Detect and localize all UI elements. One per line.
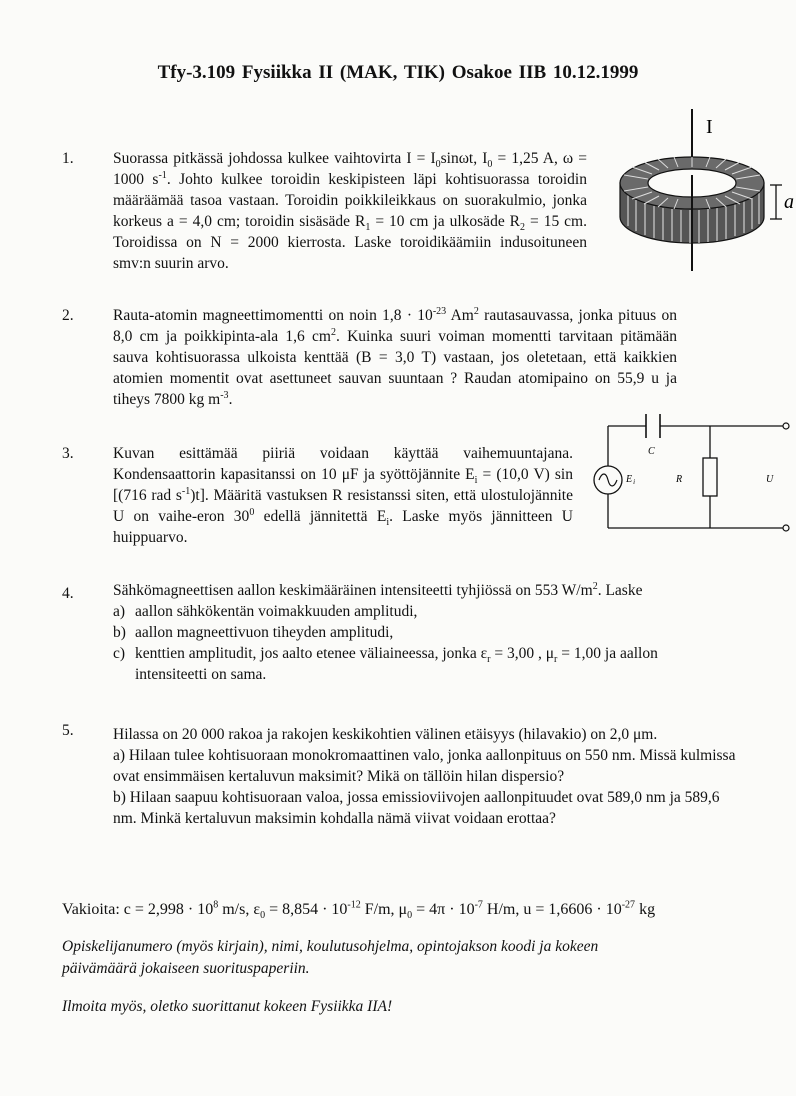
problem-4-text: Sähkömagneettisen aallon keskimääräinen intensiteetti tyhjiössä on 553 $W/m^2$. Laske a) aallon sähkökentän voimakkuuden amplitudi, b) aallon magneettivuon tiheyden amplitudi, c) kenttien amplitudit, jos aalto etenee väliaineessa, jonka $\varepsilon_r = 3,00$ , $\mu_r = 1,00$ ja aallon intensiteetti on sama.	[113, 580, 713, 685]
height-dimension	[770, 185, 782, 219]
resistor-symbol	[703, 458, 717, 496]
source-label: $E_i$	[626, 474, 636, 486]
problem-3-text: Kuvan esittämää piiriä voidaan käyttää vaihemuuntajana. Kondensaattorin kapasitanssi on 10 μF ja syöttöjännite $E_i = (10,0$ V) sin [(716 rad $s^{-1})t$]. Määritä vastuksen R resistanssi siten, että ulostulojännite U on vaihe-eron $30^0$ edellä jännitettä $E_i$. Laske myös jännitteen U huippuarvo.	[113, 445, 574, 546]
toroid-figure	[592, 105, 796, 275]
circuit-diagram	[588, 410, 794, 540]
problem-1-number: 1.	[62, 150, 74, 167]
capacitor-label: C	[648, 446, 655, 457]
problem-5-text: Hilassa on 20 000 rakoa ja rakojen keskikohtien välinen etäisyys (hilavakio) on 2,0 μm. a) Hilaan tulee kohtisuoraan monokromaattinen valo, jonka aallonpituus on 550 nm. Missä kulmissa ovat ensimmäisen kertaluvun maksimit? Mikä on tällöin hilan dispersio? b) Hilaan saapuu kohtisuoraan valoa, jossa emissioviivojen aallonpituudet ovat 589,0 nm ja 589,6 nm. Minkä kertaluvun maksimin kohdalla nämä viivat voidaan erottaa?	[113, 726, 736, 827]
problem-2-number: 2.	[62, 307, 74, 324]
problem-4-part-b: b) aallon magneettivuon tiheyden amplitudi,	[113, 624, 394, 641]
resistor-label: R	[676, 474, 683, 485]
capacitor-symbol	[646, 414, 660, 438]
problem-1-text: Suorassa pitkässä johdossa kulkee vaihtovirta $I = I_0\sin\omega t$, $I_0 = 1,25$ A, ω = 1000 $s^{-1}$. Johto kulkee toroidin keskipisteen läpi kohtisuorassa toroidin määräämää tasoa vastaan. Toroidin poikkileikkaus on suorakulmio, jonka korkeus a = 4,0 cm; toroidin sisäsäde $R_1 = 10$ cm ja ulkosäde $R_2 = 15$ cm. Toroidissa on N = 2000 kierrosta. Laske toroidikäämiin indusoituneen smv:n suurin arvo.	[113, 150, 587, 272]
output-label: U	[766, 474, 774, 485]
output-terminal-bottom	[783, 525, 789, 531]
circuit-wires	[608, 426, 784, 528]
height-label: a	[784, 191, 794, 213]
output-terminal-top	[783, 423, 789, 429]
footer-instructions: Opiskelijanumero (myös kirjain), nimi, koulutusohjelma, opintojakson koodi ja kokeen päivämäärä jokaiseen suorituspaperiin.	[62, 938, 599, 977]
problem-4-part-a: a) aallon sähkökentän voimakkuuden amplitudi,	[113, 603, 418, 620]
ac-source-symbol	[594, 466, 622, 494]
problem-4-number: 4.	[62, 585, 74, 602]
problem-2-text: Rauta-atomin magneettimomentti on noin $1,8 \cdot 10^{-23}$ Am$^2$ rautasauvassa, jonka pituus on 8,0 cm ja poikkipinta-ala 1,6 $cm^2$. Kuinka suuri voiman momentti tarvitaan pitämään sauva kohtisuorassa ulkoista kenttää (B = 3,0 T) vastaan, jos oletetaan, että kaikkien atomien momentit ovat asettuneet sauvan suuntaan ? Raudan atomipaino on 55,9 u ja tiheys 7800 kg $m^{-3}$.	[113, 305, 677, 408]
constants-line: Vakioita: $c = 2,998 \cdot 10^8$ m/s, $\varepsilon_0 = 8,854 \cdot 10^{-12}$ F/m, $\mu_0 = 4\pi \cdot 10^{-7}$ H/m, $u = 1,6606 \cdot 10^{-27}$ kg	[62, 899, 656, 922]
exam-title: Tfy-3.109 Fysiikka II (MAK, TIK) Osakoe IIB 10.12.1999	[157, 62, 639, 83]
problem-4-part-c: c) kenttien amplitudit, jos aalto etenee väliaineessa, jonka $\varepsilon_r = 3,00$ , $\mu_r = 1,00$ ja aallon intensiteetti on sama.	[113, 645, 658, 683]
footer-note: Ilmoita myös, oletko suorittanut kokeen Fysiikka IIA!	[62, 998, 393, 1015]
problem-5-number: 5.	[62, 722, 74, 739]
problem-3-number: 3.	[62, 445, 74, 462]
current-label: I	[706, 116, 713, 138]
